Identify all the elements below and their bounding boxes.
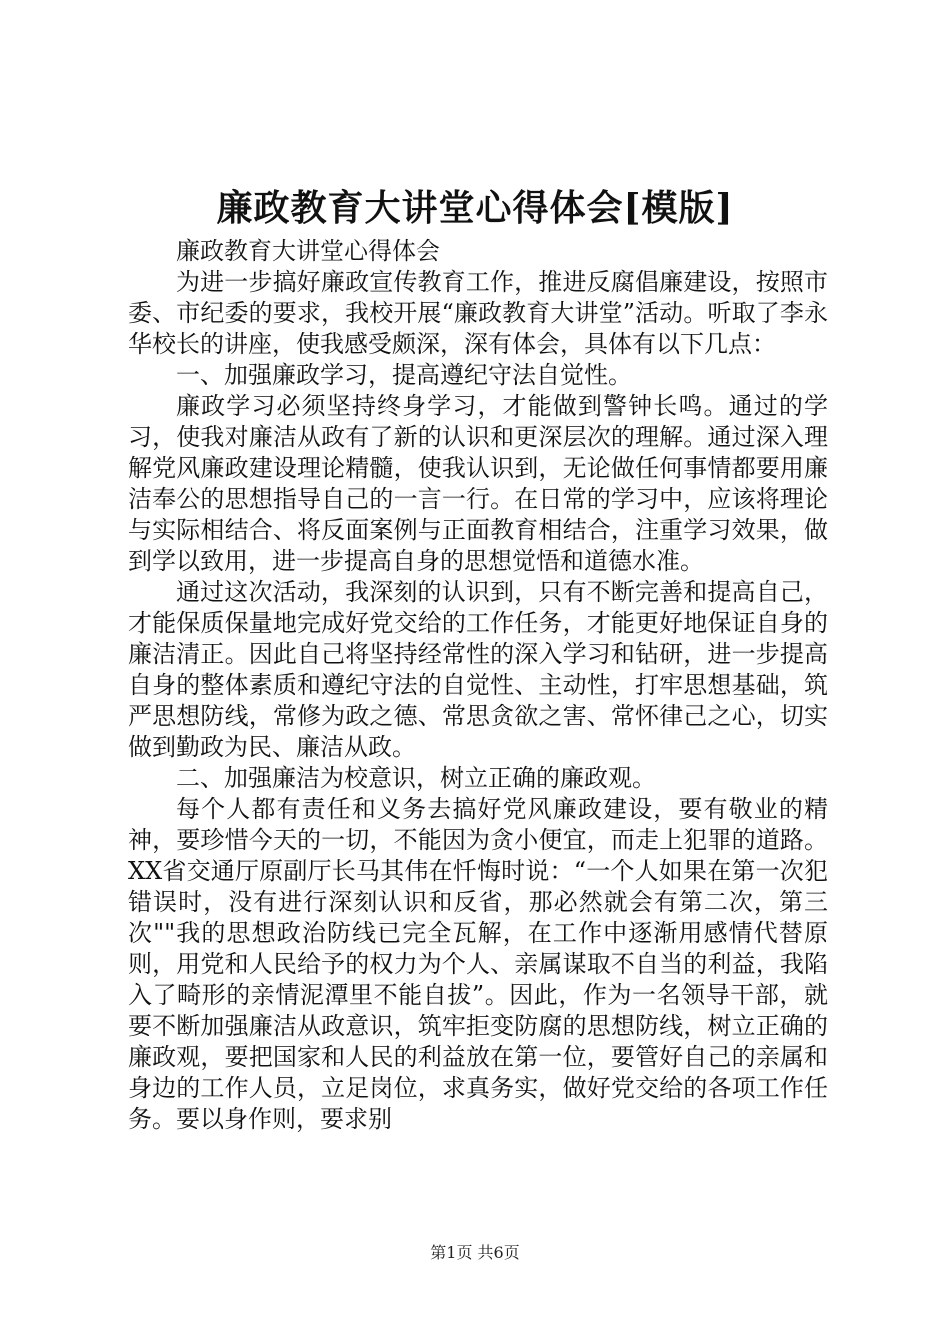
document-body [128, 236, 828, 1135]
intro-paragraph: 为进一步搞好廉政宣传教育工作，推进反腐倡廉建设，按照市委、市纪委的要求，我校开展“廉政教育大讲堂”活动。听取了李永华校长的讲座，使我感受颇深，深有体会，具体有以下几点： [128, 268, 828, 358]
body-paragraph: 每个人都有责任和义务去搞好党风廉政建设，要有敬业的精神，要珍惜今天的一切，不能因为贪小便宜，而走上犯罪的道路。XX省交通厅原副厅长马其伟在忏悔时说：“一个人如果在第一次犯错误时，没有进行深刻认识和反省，那必然就会有第二次，第三次""我的思想政治防线已完全瓦解，在工作中逐渐用感情代替原则，用党和人民给予的权力为个人、亲属谋取不自当的利益，我陷入了畸形的亲情泥潭里不能自拔”。因此，作为一名领导干部，就要不断加强廉洁从政意识，筑牢拒变防腐的思想防线，树立正确的廉政观，要把国家和人民的利益放在第一位，要管好自己的亲属和身边的工作人员，立足岗位，求真务实，做好党交给的各项工作任务。要以身作则，要求别 [128, 795, 828, 1133]
page-number-footer: 第1页 共6页 [430, 1243, 520, 1262]
section-heading-2: 二、加强廉洁为校意识，树立正确的廉政观。 [176, 764, 656, 792]
document-title: 廉政教育大讲堂心得体会[模版] [216, 187, 734, 229]
body-paragraph: 廉政学习必须坚持终身学习，才能做到警钟长鸣。通过的学习，使我对廉洁从政有了新的认识和更深层次的理解。通过深入理解党风廉政建设理论精髓，使我认识到，无论做任何事情都要用廉洁奉公的思想指导自己的一言一行。在日常的学习中，应该将理论与实际相结合、将反面案例与正面教育相结合，注重学习效果，做到学以致用，进一步提高自身的思想觉悟和道德水准。 [128, 392, 828, 575]
body-paragraph: 通过这次活动，我深刻的认识到，只有不断完善和提高自己，才能保质保量地完成好党交给的工作任务，才能更好地保证自身的廉洁清正。因此自己将坚持经常性的深入学习和钻研，进一步提高自身的整体素质和遵纪守法的自觉性、主动性，打牢思想基础，筑严思想防线，常修为政之德、常思贪欲之害、常怀律己之心，切实做到勤政为民、廉洁从政。 [128, 578, 828, 761]
subtitle-paragraph: 廉政教育大讲堂心得体会 [176, 237, 440, 265]
section-heading-1: 一、加强廉政学习，提高遵纪守法自觉性。 [176, 361, 632, 389]
